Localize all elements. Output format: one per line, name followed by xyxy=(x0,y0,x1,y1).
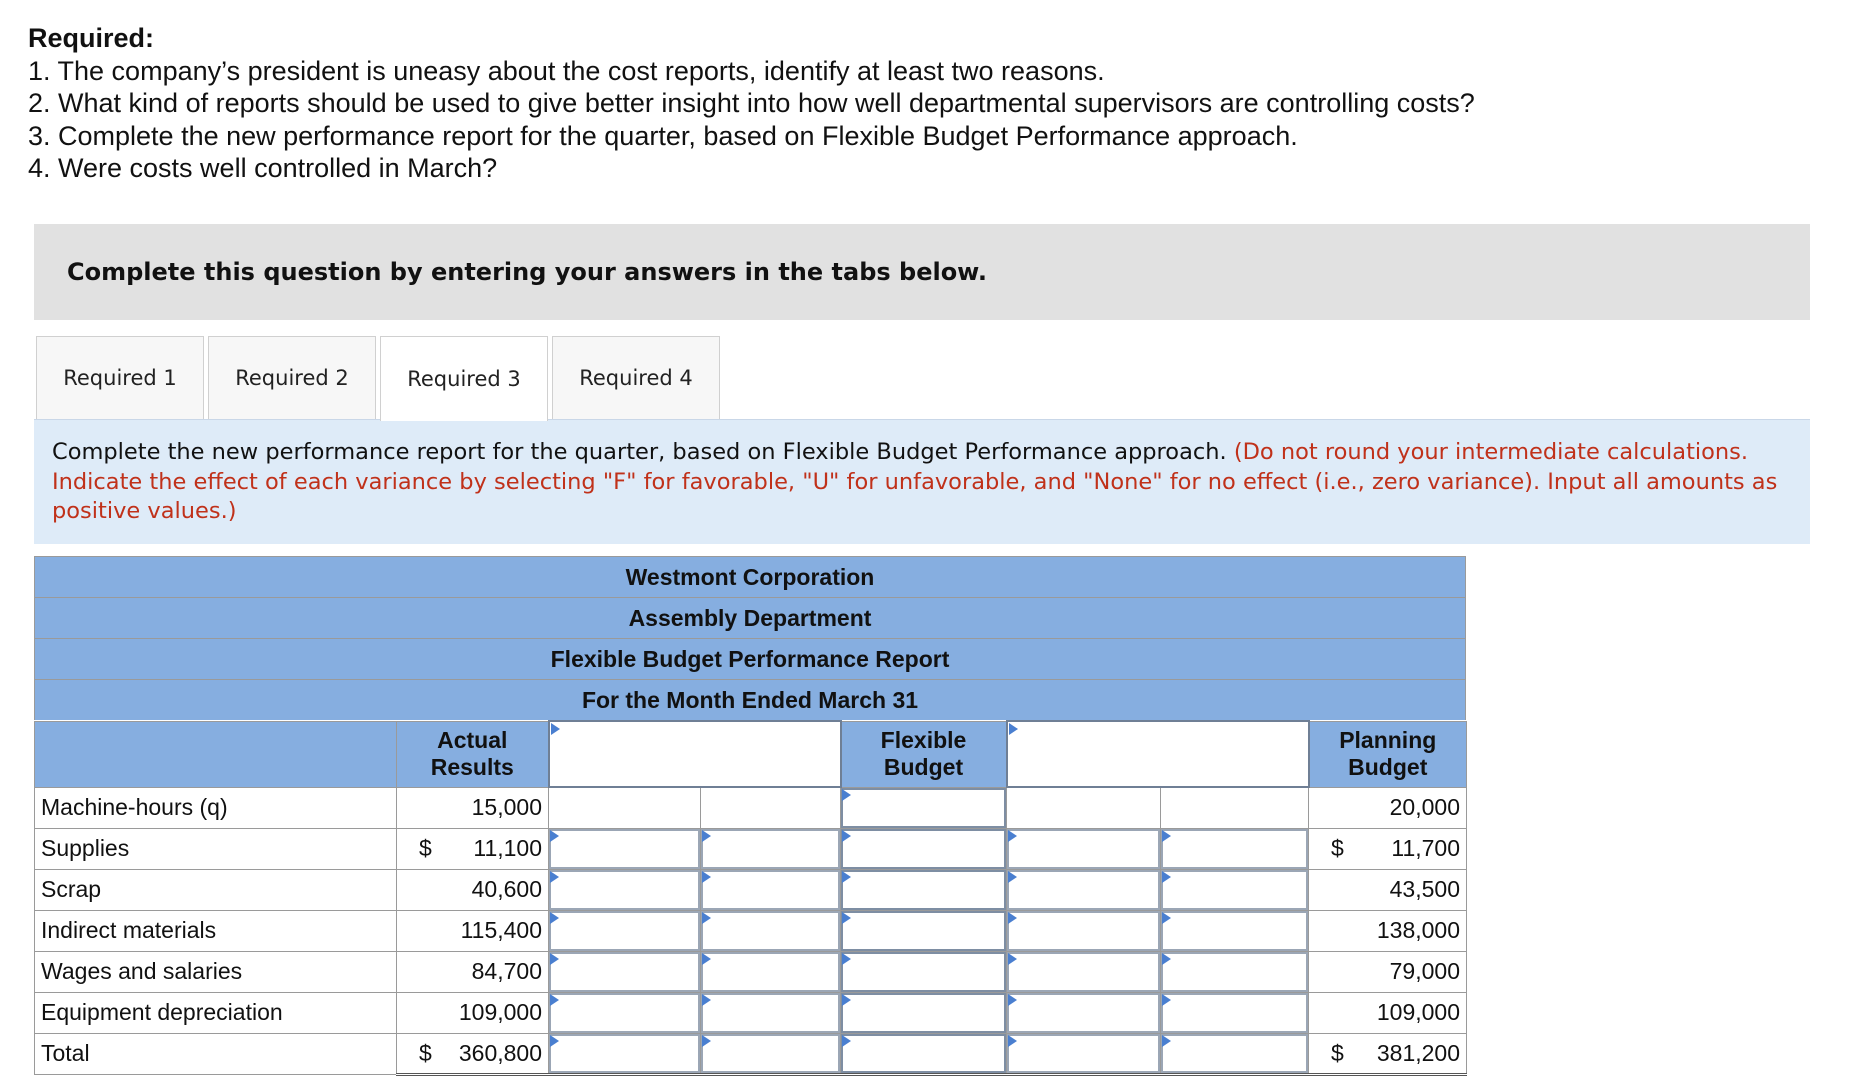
activity-variance-amount-cell[interactable] xyxy=(1007,951,1161,992)
planning-value xyxy=(1309,787,1467,828)
required-item-2: 2. What kind of reports should be used to give better insight into how well departmental supervisors are controlling costs? xyxy=(28,88,1475,118)
actual-amount: 15,000 xyxy=(471,794,542,820)
activity-variance-effect-input[interactable] xyxy=(1161,870,1308,910)
input-marker-icon xyxy=(550,1035,559,1047)
spending-variance-effect-cell[interactable] xyxy=(701,1033,841,1074)
directions-note: (Do not round your intermediate calculations. Indicate the effect of each variance by selecting "F" for favorable, "U" for unfavorable, and "None" for no effect (i.e., zero variance). Input all amounts as positive values.) xyxy=(52,439,1778,524)
activity-variance-effect-cell[interactable] xyxy=(1161,869,1309,910)
header-variance-input-2[interactable] xyxy=(1007,721,1309,787)
activity-variance-effect-cell[interactable] xyxy=(1161,828,1309,869)
spending-variance-amount-cell[interactable] xyxy=(549,951,701,992)
input-marker-icon xyxy=(702,994,711,1006)
flexible-budget-amount-cell[interactable] xyxy=(841,787,1007,828)
actual-amount: 84,700 xyxy=(471,958,542,984)
spending-variance-effect-input[interactable] xyxy=(701,870,840,910)
activity-variance-amount-input[interactable] xyxy=(1007,829,1160,869)
input-marker-icon xyxy=(1162,871,1171,883)
row-label: Indirect materials xyxy=(35,910,397,951)
requirements-list xyxy=(28,22,1475,185)
actual-amount: 11,100 xyxy=(473,835,542,861)
tab-required-2[interactable]: Required 2 xyxy=(208,336,376,419)
planning-amount: 79,000 xyxy=(1389,958,1460,984)
actual-value xyxy=(397,910,549,951)
directions-panel xyxy=(34,420,1810,544)
planning-value xyxy=(1309,828,1467,869)
flexible-budget-amount-cell[interactable] xyxy=(841,869,1007,910)
input-marker-icon xyxy=(702,871,711,883)
input-marker-icon xyxy=(842,953,851,965)
spending-variance-amount-input[interactable] xyxy=(549,993,700,1033)
activity-variance-effect-cell[interactable] xyxy=(1161,1033,1309,1074)
planning-value xyxy=(1309,1033,1467,1074)
directions-text: Complete the new performance report for the quarter, based on Flexible Budget Performance approach. xyxy=(52,439,1227,465)
header-blank xyxy=(35,721,397,787)
actual-amount: 360,800 xyxy=(458,1039,542,1066)
activity-variance-amount-cell[interactable] xyxy=(1007,869,1161,910)
activity-variance-effect-cell xyxy=(1161,787,1309,828)
instruction-text: Complete this question by entering your answers in the tabs below. xyxy=(67,258,987,286)
header-variance-input-1[interactable] xyxy=(549,721,841,787)
planning-value xyxy=(1309,951,1467,992)
input-marker-icon xyxy=(550,953,559,965)
spending-variance-effect-input[interactable] xyxy=(701,829,840,869)
spending-variance-effect-input[interactable] xyxy=(701,911,840,951)
input-marker-icon xyxy=(1008,830,1017,842)
activity-variance-effect-input[interactable] xyxy=(1161,993,1308,1033)
planning-amount: 109,000 xyxy=(1376,999,1460,1025)
spending-variance-effect-cell[interactable] xyxy=(701,992,841,1033)
table-row xyxy=(35,1033,1467,1074)
actual-value xyxy=(397,951,549,992)
planning-amount: 381,200 xyxy=(1376,1039,1460,1066)
input-marker-icon xyxy=(1008,1035,1017,1047)
input-marker-icon xyxy=(1162,953,1171,965)
report-header-row xyxy=(35,721,1467,787)
required-item-3: 3. Complete the new performance report for the quarter, based on Flexible Budget Performance approach. xyxy=(28,120,1298,151)
spending-variance-amount-cell[interactable] xyxy=(549,828,701,869)
input-marker-icon xyxy=(1008,953,1017,965)
activity-variance-amount-input[interactable] xyxy=(1007,993,1160,1033)
spending-variance-effect-cell[interactable] xyxy=(701,828,841,869)
spending-variance-effect-cell xyxy=(701,787,841,828)
table-row xyxy=(35,951,1467,992)
header-planning-budget: Planning Budget xyxy=(1309,721,1467,787)
input-marker-icon xyxy=(550,871,559,883)
flexible-budget-amount-input[interactable] xyxy=(841,993,1006,1033)
actual-amount: 115,400 xyxy=(460,917,542,943)
report-company: Westmont Corporation xyxy=(34,556,1466,597)
actual-value xyxy=(397,828,549,869)
input-marker-icon xyxy=(842,871,851,883)
planning-amount: 138,000 xyxy=(1376,917,1460,943)
activity-variance-amount-input[interactable] xyxy=(1007,870,1160,910)
tab-required-4[interactable]: Required 4 xyxy=(552,336,720,419)
dollar-sign: $ xyxy=(419,835,432,861)
activity-variance-amount-cell[interactable] xyxy=(1007,910,1161,951)
activity-variance-amount-cell[interactable] xyxy=(1007,992,1161,1033)
required-item-1: 1. The company’s president is uneasy about the cost reports, identify at least two reasons. xyxy=(28,55,1105,86)
spending-variance-amount-input[interactable] xyxy=(549,829,700,869)
input-marker-icon xyxy=(1162,1035,1171,1047)
header-flexible-budget: Flexible Budget xyxy=(841,721,1007,787)
spending-variance-amount-cell xyxy=(549,787,701,828)
dollar-sign: $ xyxy=(1331,835,1344,861)
input-marker-icon xyxy=(842,789,851,801)
actual-value xyxy=(397,1033,549,1074)
flexible-budget-amount-cell[interactable] xyxy=(841,992,1007,1033)
row-label: Scrap xyxy=(35,869,397,910)
input-marker-icon xyxy=(1162,830,1171,842)
tab-required-1[interactable]: Required 1 xyxy=(36,336,204,419)
input-marker-icon xyxy=(1008,871,1017,883)
input-marker-icon xyxy=(702,912,711,924)
spending-variance-amount-cell[interactable] xyxy=(549,1033,701,1074)
spending-variance-amount-cell[interactable] xyxy=(549,992,701,1033)
input-marker-icon xyxy=(842,994,851,1006)
input-marker-icon xyxy=(702,830,711,842)
input-marker-icon xyxy=(702,953,711,965)
spending-variance-amount-input[interactable] xyxy=(549,1034,700,1073)
performance-report xyxy=(34,556,1466,1076)
planning-amount: 43,500 xyxy=(1389,876,1460,902)
activity-variance-effect-cell[interactable] xyxy=(1161,910,1309,951)
spending-variance-effect-cell[interactable] xyxy=(701,951,841,992)
spending-variance-effect-input[interactable] xyxy=(701,1034,840,1073)
flexible-budget-amount-cell[interactable] xyxy=(841,910,1007,951)
dollar-sign: $ xyxy=(1331,1039,1344,1066)
input-marker-icon xyxy=(1008,994,1017,1006)
actual-value xyxy=(397,869,549,910)
activity-variance-effect-cell[interactable] xyxy=(1161,951,1309,992)
actual-amount: 109,000 xyxy=(458,999,542,1025)
input-marker-icon xyxy=(1162,912,1171,924)
spending-variance-effect-cell[interactable] xyxy=(701,910,841,951)
report-period: For the Month Ended March 31 xyxy=(34,679,1466,720)
planning-value xyxy=(1309,992,1467,1033)
planning-value xyxy=(1309,869,1467,910)
table-row xyxy=(35,910,1467,951)
row-label: Supplies xyxy=(35,828,397,869)
input-marker-icon xyxy=(550,994,559,1006)
input-marker-icon xyxy=(551,723,560,735)
dollar-sign: $ xyxy=(419,1039,432,1066)
activity-variance-effect-input[interactable] xyxy=(1161,1034,1308,1073)
input-marker-icon xyxy=(1009,723,1018,735)
instruction-bar xyxy=(34,224,1810,320)
input-marker-icon xyxy=(1008,912,1017,924)
row-label: Equipment depreciation xyxy=(35,992,397,1033)
activity-variance-amount-input[interactable] xyxy=(1007,1034,1160,1073)
report-title: Flexible Budget Performance Report xyxy=(34,638,1466,679)
input-marker-icon xyxy=(842,912,851,924)
spending-variance-amount-input[interactable] xyxy=(549,870,700,910)
flexible-budget-amount-input[interactable] xyxy=(841,1034,1006,1073)
activity-variance-amount-cell[interactable] xyxy=(1007,1033,1161,1074)
required-item-4: 4. Were costs well controlled in March? xyxy=(28,153,498,183)
spending-variance-amount-input[interactable] xyxy=(549,911,700,951)
table-row xyxy=(35,787,1467,828)
row-label: Total xyxy=(35,1033,397,1074)
planning-amount: 20,000 xyxy=(1389,794,1460,820)
table-row xyxy=(35,992,1467,1033)
input-marker-icon xyxy=(550,912,559,924)
input-marker-icon xyxy=(550,830,559,842)
input-marker-icon xyxy=(842,1035,851,1047)
tab-required-3[interactable]: Required 3 xyxy=(380,336,548,421)
actual-amount: 40,600 xyxy=(471,876,542,902)
input-marker-icon xyxy=(702,1035,711,1047)
flexible-budget-amount-input[interactable] xyxy=(841,870,1006,910)
planning-value xyxy=(1309,910,1467,951)
flexible-budget-amount-cell[interactable] xyxy=(841,1033,1007,1074)
activity-variance-effect-input[interactable] xyxy=(1161,829,1308,869)
planning-amount: 11,700 xyxy=(1391,835,1460,861)
spending-variance-effect-cell[interactable] xyxy=(701,869,841,910)
activity-variance-amount-cell xyxy=(1007,787,1161,828)
header-actual-results: Actual Results xyxy=(397,721,549,787)
table-row xyxy=(35,828,1467,869)
required-heading: Required: xyxy=(28,23,155,53)
activity-variance-effect-cell[interactable] xyxy=(1161,992,1309,1033)
spending-variance-effect-input[interactable] xyxy=(701,993,840,1033)
table-row xyxy=(35,869,1467,910)
activity-variance-amount-input[interactable] xyxy=(1007,952,1160,992)
actual-value xyxy=(397,787,549,828)
activity-variance-amount-cell[interactable] xyxy=(1007,828,1161,869)
report-body xyxy=(35,787,1467,1074)
flexible-budget-amount-input[interactable] xyxy=(841,952,1006,992)
activity-variance-amount-input[interactable] xyxy=(1007,911,1160,951)
row-label: Machine-hours (q) xyxy=(35,787,397,828)
row-label: Wages and salaries xyxy=(35,951,397,992)
input-marker-icon xyxy=(842,830,851,842)
flexible-budget-amount-input[interactable] xyxy=(841,788,1006,828)
flexible-budget-amount-cell[interactable] xyxy=(841,828,1007,869)
activity-variance-effect-input[interactable] xyxy=(1161,911,1308,951)
tab-bar xyxy=(36,336,720,421)
flexible-budget-amount-cell[interactable] xyxy=(841,951,1007,992)
spending-variance-amount-cell[interactable] xyxy=(549,910,701,951)
actual-value xyxy=(397,992,549,1033)
report-department: Assembly Department xyxy=(34,597,1466,638)
flexible-budget-amount-input[interactable] xyxy=(841,911,1006,951)
report-table xyxy=(34,720,1467,1076)
spending-variance-effect-input[interactable] xyxy=(701,952,840,992)
spending-variance-amount-input[interactable] xyxy=(549,952,700,992)
flexible-budget-amount-input[interactable] xyxy=(841,829,1006,869)
spending-variance-amount-cell[interactable] xyxy=(549,869,701,910)
input-marker-icon xyxy=(1162,994,1171,1006)
activity-variance-effect-input[interactable] xyxy=(1161,952,1308,992)
